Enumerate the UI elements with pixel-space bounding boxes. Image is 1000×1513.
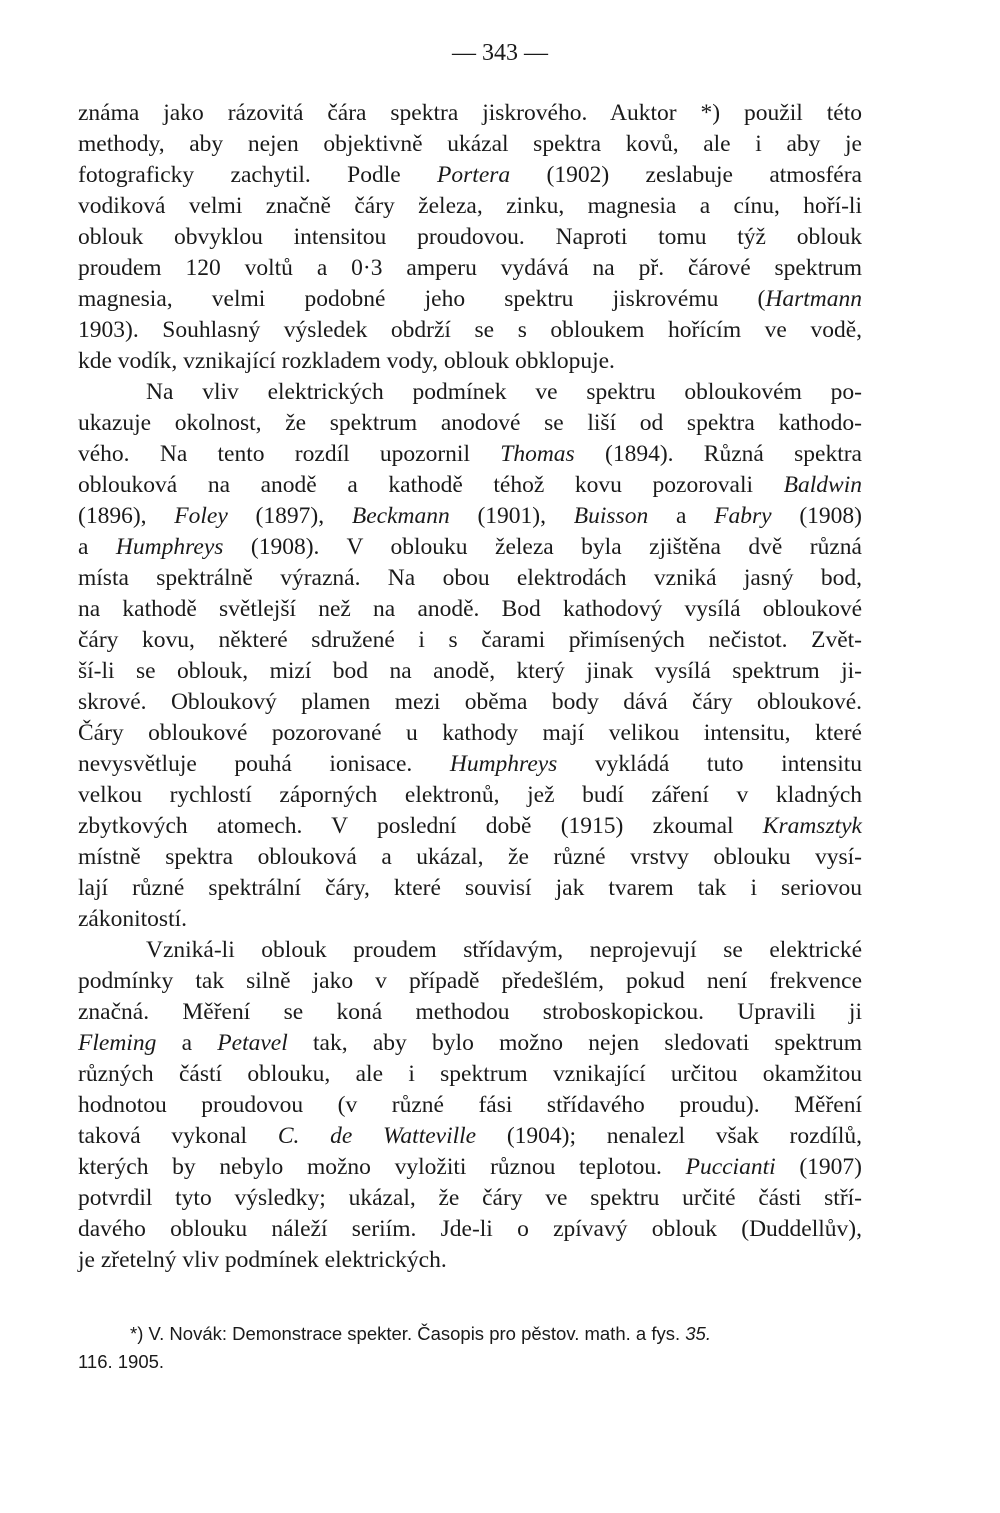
footnote	[78, 1320, 862, 1376]
text-run: zbytkových atomech. V poslední době (1915) zkoumal	[78, 813, 763, 839]
text-run: na kathodě světlejší než na anodě. Bod kathodový vysílá obloukové	[78, 596, 862, 622]
text-run: kterých by nebylo možno vyložiti různou teplotou.	[78, 1154, 686, 1180]
text-line	[78, 873, 862, 904]
italic-name: Kramsztyk	[762, 813, 862, 839]
text-line	[78, 966, 862, 997]
text-run: (1894). Různá spektra	[574, 441, 862, 467]
italic-name: Petavel	[217, 1030, 288, 1056]
italic-name: Foley	[174, 503, 228, 529]
text-line	[78, 98, 862, 129]
text-run: kde vodík, vznikající rozkladem vody, oblouk obklopuje.	[78, 348, 615, 374]
text-line	[78, 408, 862, 439]
footnote-line	[78, 1348, 862, 1376]
text-run: *) V. Novák: Demonstrace spekter. Časopis pro pěstov. math. a fys.	[130, 1323, 686, 1344]
text-run: proudem 120 voltů a 0·3 amperu vydává na př. čárové spektrum	[78, 255, 862, 281]
body-text	[78, 98, 862, 1276]
text-line	[78, 904, 862, 935]
text-run: (1896),	[78, 503, 175, 529]
text-run: davého oblouku náleží seriím. Jde-li o zpívavý oblouk (Duddellův),	[78, 1216, 862, 1242]
italic-name: Buisson	[573, 503, 649, 529]
text-line	[78, 222, 862, 253]
text-line	[78, 594, 862, 625]
text-run: Na vliv elektrických podmínek ve spektru obloukovém po-	[146, 379, 862, 405]
text-line	[78, 1152, 862, 1183]
text-line	[78, 687, 862, 718]
text-run: (1908). V oblouku železa byla zjištěna dvě různá	[223, 534, 862, 560]
text-run: (1907)	[775, 1154, 862, 1180]
page-number: — 343 —	[452, 40, 548, 66]
text-line	[78, 1183, 862, 1214]
text-run: fotograficky zachytil. Podle	[78, 162, 438, 188]
text-run: vodiková velmi značně čáry železa, zinku, magnesia a cínu, hoří-li	[78, 193, 862, 219]
text-line	[78, 811, 862, 842]
text-run: (1908)	[771, 503, 863, 529]
text-line	[78, 470, 862, 501]
italic-name: C. de Watteville	[277, 1123, 477, 1149]
text-run: velkou rychlostí záporných elektronů, jež budí záření v kladných	[78, 782, 862, 808]
text-run: zákonitostí.	[78, 906, 187, 932]
text-run: vého. Na tento rozdíl upozornil	[78, 441, 501, 467]
text-run: 116. 1905.	[78, 1351, 165, 1372]
text-run: čáry kovu, některé sdružené i s čarami přimísených nečistot. Zvět-	[78, 627, 862, 653]
text-run: taková vykonal	[78, 1123, 278, 1149]
text-run: značná. Měření se koná methodou stroboskopickou. Upravili ji	[78, 999, 862, 1025]
text-run: Vzniká-li oblouk proudem střídavým, neprojevují se elektrické	[146, 937, 862, 963]
italic-name: Fabry	[714, 503, 772, 529]
text-run: oblouk obvyklou intensitou proudovou. Naproti tomu týž oblouk	[78, 224, 862, 250]
text-line	[78, 346, 862, 377]
text-line	[78, 1214, 862, 1245]
text-line	[78, 842, 862, 873]
text-run: (1897),	[227, 503, 352, 529]
text-run: (1904); nenalezl však rozdílů,	[476, 1123, 862, 1149]
text-run: a	[156, 1030, 218, 1056]
text-run: Čáry obloukové pozorované u kathody mají velikou intensitu, které	[78, 720, 862, 746]
text-run: místně spektra oblouková a ukázal, že různé vrstvy oblouku vysí-	[78, 844, 862, 870]
text-line	[78, 563, 862, 594]
footnote-line	[78, 1320, 862, 1348]
text-run: potvrdil tyto výsledky; ukázal, že čáry ve spektru určité části stří-	[78, 1185, 862, 1211]
italic-name: Portera	[437, 162, 511, 188]
text-run: vykládá tuto intensitu	[557, 751, 863, 777]
text-run: ukazuje okolnost, že spektrum anodové se liší od spektra kathodo-	[78, 410, 862, 436]
text-line	[78, 1090, 862, 1121]
text-line	[78, 1245, 862, 1276]
italic-name: Hartmann	[765, 286, 862, 312]
text-line	[78, 129, 862, 160]
text-run: lají různé spektrální čáry, které souvisí jak tvarem tak i seriovou	[78, 875, 862, 901]
text-run: (1902) zeslabuje atmosféra	[510, 162, 862, 188]
italic-name: 35.	[685, 1323, 711, 1344]
text-line	[78, 1059, 862, 1090]
text-line	[78, 997, 862, 1028]
text-line	[78, 749, 862, 780]
italic-name: Beckmann	[351, 503, 450, 529]
text-run: methody, aby nejen objektivně ukázal spektra kovů, ale i aby je	[78, 131, 862, 157]
text-line	[78, 780, 862, 811]
text-line	[78, 160, 862, 191]
text-run: místa spektrálně výrazná. Na obou elektrodách vzniká jasný bod,	[78, 565, 862, 591]
text-run: tak, aby bylo možno nejen sledovati spektrum	[287, 1030, 862, 1056]
italic-name: Thomas	[500, 441, 575, 467]
text-line	[78, 191, 862, 222]
text-run: známa jako rázovitá čára spektra jiskrového. Auktor *) použil této	[78, 100, 862, 126]
text-run: skrové. Obloukový plamen mezi oběma body dává čáry obloukové.	[78, 689, 862, 715]
italic-name: Humphreys	[115, 534, 224, 560]
text-run: a	[78, 534, 116, 560]
text-line	[78, 284, 862, 315]
text-run: různých částí oblouku, ale i spektrum vznikající určitou okamžitou	[78, 1061, 862, 1087]
text-line	[78, 1028, 862, 1059]
text-line	[78, 439, 862, 470]
text-line	[78, 718, 862, 749]
text-run: nevysvětluje pouhá ionisace.	[78, 751, 450, 777]
text-run: magnesia, velmi podobné jeho spektru jiskrovému (	[78, 286, 766, 312]
text-line	[78, 253, 862, 284]
text-line	[78, 656, 862, 687]
text-run: (1901),	[449, 503, 574, 529]
text-line	[78, 935, 862, 966]
italic-name: Humphreys	[449, 751, 558, 777]
text-line	[78, 625, 862, 656]
text-run: je zřetelný vliv podmínek elektrických.	[78, 1247, 447, 1273]
text-run: oblouková na anodě a kathodě téhož kovu pozorovali	[78, 472, 784, 498]
italic-name: Puccianti	[685, 1154, 776, 1180]
text-line	[78, 377, 862, 408]
text-line	[78, 532, 862, 563]
text-run: ší-li se oblouk, mizí bod na anodě, který jinak vysílá spektrum ji-	[78, 658, 862, 684]
text-line	[78, 501, 862, 532]
italic-name: Fleming	[78, 1030, 157, 1056]
italic-name: Baldwin	[783, 472, 862, 498]
text-line	[78, 1121, 862, 1152]
text-line	[78, 315, 862, 346]
text-run: hodnotou proudovou (v různé fási střídavého proudu). Měření	[78, 1092, 862, 1118]
text-run: podmínky tak silně jako v případě předešlém, pokud není frekvence	[78, 968, 862, 994]
text-run: 1903). Souhlasný výsledek obdrží se s obloukem hořícím ve vodě,	[78, 317, 862, 343]
text-run: a	[648, 503, 715, 529]
